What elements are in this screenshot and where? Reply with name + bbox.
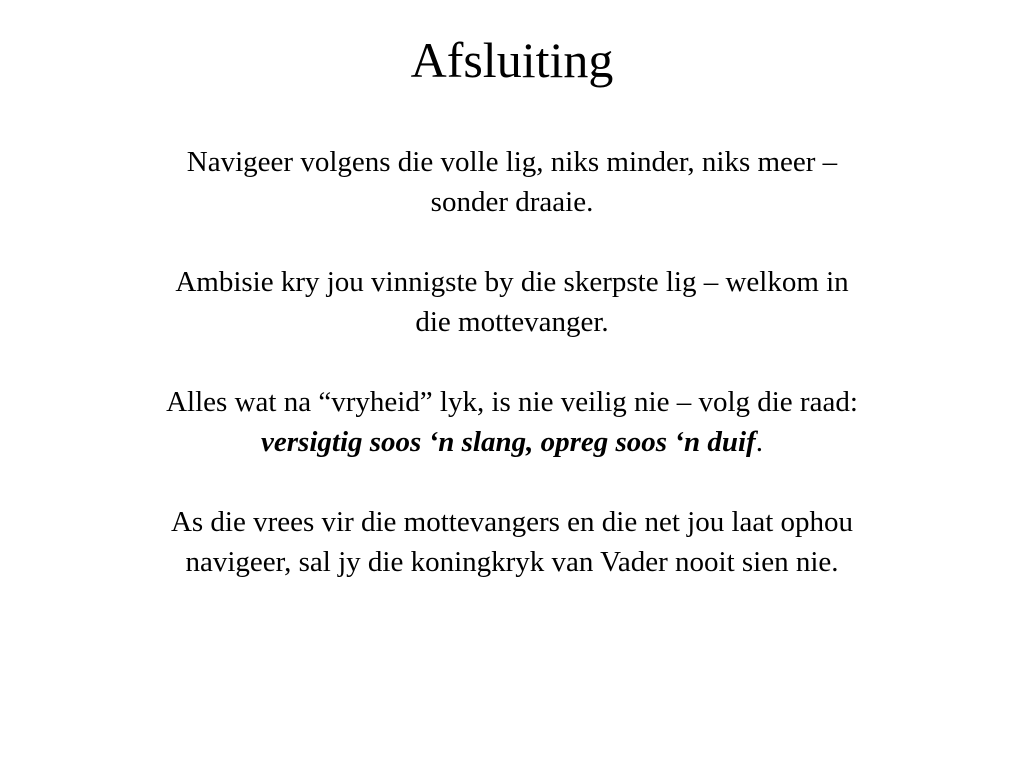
- paragraph-1: Navigeer volgens die volle lig, niks minder, niks meer – sonder draaie.: [186, 146, 838, 218]
- slide-body: [160, 142, 864, 582]
- paragraph-2: Ambisie kry jou vinnigste by die skerpste lig – welkom in die mottevanger.: [175, 266, 849, 338]
- paragraph-3-emphasis: versigtig soos ‘n slang, opreg soos ‘n duif: [261, 426, 756, 458]
- paragraph-3: [160, 382, 864, 462]
- paragraph-3-suffix: .: [755, 426, 763, 458]
- paragraph-4: As die vrees vir die mottevangers en die net jou laat ophou navigeer, sal jy die koningkryk van Vader nooit sien nie.: [170, 506, 854, 578]
- slide-title: Afsluiting: [410, 32, 614, 88]
- paragraph-3-prefix: Alles wat na “vryheid” lyk, is nie veilig nie – volg die raad:: [166, 386, 858, 418]
